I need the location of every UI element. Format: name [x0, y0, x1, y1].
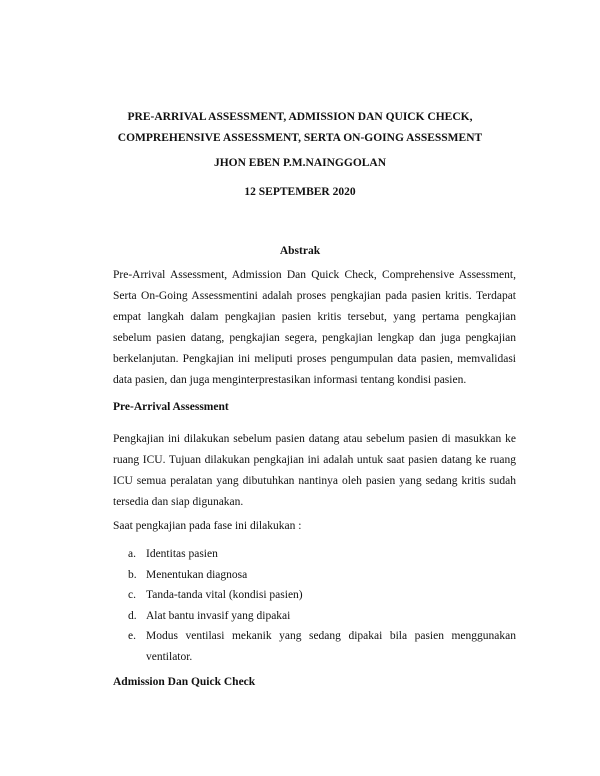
abstract-line: data pasien, dan juga menginterprestasikan informasi tentang kondisi pasien.	[113, 374, 467, 386]
author: JHON EBEN P.M.NAINGGOLAN	[213, 157, 387, 169]
paragraph-line: ruang ICU. Tujuan dilakukan pengkajian ini adalah untuk saat pasien datang ke ruang	[113, 454, 516, 466]
paragraph-line: ICU semua peralatan yang dibutuhkan nantinya oleh pasien yang sedang kritis sudah	[113, 475, 516, 487]
abstract-paragraph	[113, 265, 516, 391]
section1-intro	[113, 516, 516, 537]
list-item	[128, 585, 516, 606]
date: 12 SEPTEMBER 2020	[244, 186, 356, 198]
list-item-text: Identitas pasien	[146, 548, 218, 560]
abstract-heading: Abstrak	[279, 245, 321, 257]
list-marker: b.	[128, 568, 137, 581]
abstract-line: Serta On-Going Assessmentini adalah proses pengkajian pada pasien kritis. Terdapat	[113, 290, 516, 302]
section-heading-pre-arrival: Pre-Arrival Assessment	[113, 401, 229, 413]
list-item-text: Modus ventilasi mekanik yang sedang dipakai bila pasien menggunakan	[146, 630, 516, 642]
list-item-text: ventilator.	[146, 650, 193, 663]
assessment-list	[128, 544, 516, 667]
title-line-2: COMPREHENSIVE ASSESSMENT, SERTA ON-GOING ASSESSMENT	[117, 132, 483, 144]
list-item-text: Menentukan diagnosa	[146, 568, 248, 581]
intro-line: Saat pengkajian pada fase ini dilakukan :	[113, 520, 302, 532]
list-item	[128, 606, 516, 627]
abstract-line: Pre-Arrival Assessment, Admission Dan Quick Check, Comprehensive Assessment,	[113, 269, 516, 281]
paragraph-line: Pengkajian ini dilakukan sebelum pasien datang atau sebelum pasien di masukkan ke	[113, 433, 516, 445]
list-item-text: Tanda-tanda vital (kondisi pasien)	[146, 589, 303, 601]
abstract-line: berkelanjutan. Pengkajian ini meliputi proses pengumpulan data pasien, memvalidasi	[113, 353, 516, 365]
section-heading-admission: Admission Dan Quick Check	[113, 676, 256, 688]
list-marker: d.	[128, 609, 137, 622]
list-marker: c.	[128, 589, 136, 601]
paragraph-line: tersedia dan siap digunakan.	[113, 496, 244, 508]
list-item	[128, 544, 516, 565]
list-marker: e.	[128, 630, 136, 642]
list-item	[128, 565, 516, 586]
abstract-line: sebelum pasien datang, pengkajian segera, pengkajian lengkap dan juga pengkajian	[113, 332, 516, 344]
list-item	[128, 626, 516, 667]
abstract-line: empat langkah dalam pengkajian pasien kritis tersebut, yang pertama pengkajian	[113, 311, 516, 323]
list-marker: a.	[128, 548, 136, 560]
list-item-text: Alat bantu invasif yang dipakai	[146, 609, 291, 622]
title-line-1: PRE-ARRIVAL ASSESSMENT, ADMISSION DAN QUICK CHECK,	[127, 111, 473, 123]
section1-paragraph	[113, 429, 516, 513]
